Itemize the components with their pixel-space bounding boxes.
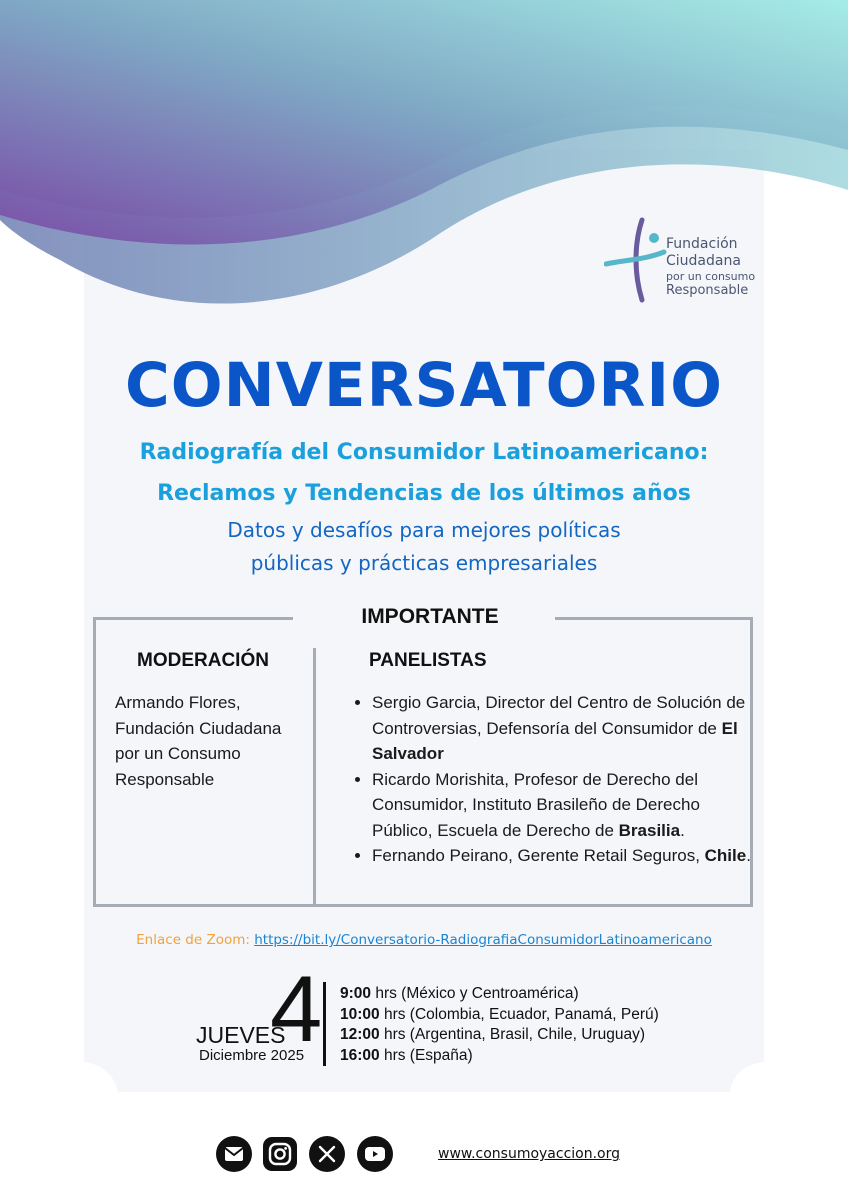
schedule-row xyxy=(340,1005,659,1026)
logo-line-4: Responsable xyxy=(666,283,749,298)
schedule-time: 10:00 xyxy=(340,1005,380,1023)
schedule-row xyxy=(340,1046,659,1067)
foundation-logo xyxy=(604,214,754,304)
logo-line-3: por un consumo xyxy=(666,270,756,283)
instagram-icon[interactable] xyxy=(263,1137,297,1171)
mail-icon[interactable] xyxy=(216,1136,252,1172)
panelist-country: Chile xyxy=(704,846,747,865)
schedule-region: hrs (Colombia, Ecuador, Panamá, Perú) xyxy=(379,1005,659,1023)
box-heading: IMPORTANTE xyxy=(361,605,499,628)
logo-line-2: Ciudadana xyxy=(666,253,741,269)
date-separator xyxy=(323,982,326,1066)
moderation-heading: MODERACIÓN xyxy=(137,650,269,671)
event-day-number: 4 xyxy=(270,956,323,1061)
box-top-border-right xyxy=(555,617,753,620)
list-item xyxy=(372,843,764,869)
schedule-row xyxy=(340,1025,659,1046)
logo-figure-icon xyxy=(604,214,674,304)
panelist-text: Fernando Peirano, Gerente Retail Seguros, xyxy=(372,846,705,865)
box-top-border-left xyxy=(93,617,293,620)
zoom-link[interactable]: https://bit.ly/Conversatorio-RadiografiaConsumidorLatinoamericano xyxy=(254,932,712,948)
panelists-list xyxy=(350,690,764,869)
schedule-time: 12:00 xyxy=(340,1026,380,1044)
website-link[interactable]: www.consumoyaccion.org xyxy=(438,1146,621,1162)
zoom-line xyxy=(0,932,848,948)
logo-line-1: Fundación xyxy=(666,236,738,252)
list-item xyxy=(372,767,764,844)
schedule-region: hrs (Argentina, Brasil, Chile, Uruguay) xyxy=(379,1026,645,1044)
schedule-list xyxy=(340,984,659,1066)
panelists-heading: PANELISTAS xyxy=(369,650,487,671)
panelist-text: Ricardo Morishita, Profesor de Derecho del Consumidor, Instituto Brasileño de Derecho Público, Escuela de Derecho de xyxy=(372,769,700,840)
panelist-country: Brasilia xyxy=(618,820,681,840)
panelist-suffix: . xyxy=(680,820,685,840)
zoom-label: Enlace de Zoom: xyxy=(136,932,250,948)
subtitle-line-4: públicas y prácticas empresariales xyxy=(250,551,598,575)
panelist-country: El Salvador xyxy=(372,718,738,763)
moderation-body: Armando Flores, Fundación Ciudadana por un Consumo Responsable xyxy=(115,693,282,789)
schedule-region: hrs (México y Centroamérica) xyxy=(371,985,579,1002)
list-item xyxy=(372,690,764,767)
subtitle-line-2: Reclamos y Tendencias de los últimos años xyxy=(157,481,691,506)
panelist-suffix: . xyxy=(746,846,751,865)
schedule-time: 9:00 xyxy=(340,985,372,1002)
schedule-region: hrs (España) xyxy=(379,1046,473,1064)
subtitle-line-3: Datos y desafíos para mejores políticas xyxy=(227,518,621,542)
subtitle-line-1: Radiografía del Consumidor Latinoamericano: xyxy=(139,440,709,465)
youtube-icon[interactable] xyxy=(357,1136,393,1172)
panelist-text: Sergio Garcia, Director del Centro de Solución de Controversias, Defensoría del Consumidor de xyxy=(372,693,746,738)
schedule-time: 16:00 xyxy=(340,1046,380,1064)
x-icon[interactable] xyxy=(309,1136,345,1172)
event-month-year: Diciembre 2025 xyxy=(199,1047,305,1064)
page-title: CONVERSATORIO xyxy=(125,350,723,421)
box-column-divider xyxy=(313,648,316,907)
event-weekday: JUEVES xyxy=(196,1022,286,1048)
schedule-row xyxy=(340,984,659,1005)
